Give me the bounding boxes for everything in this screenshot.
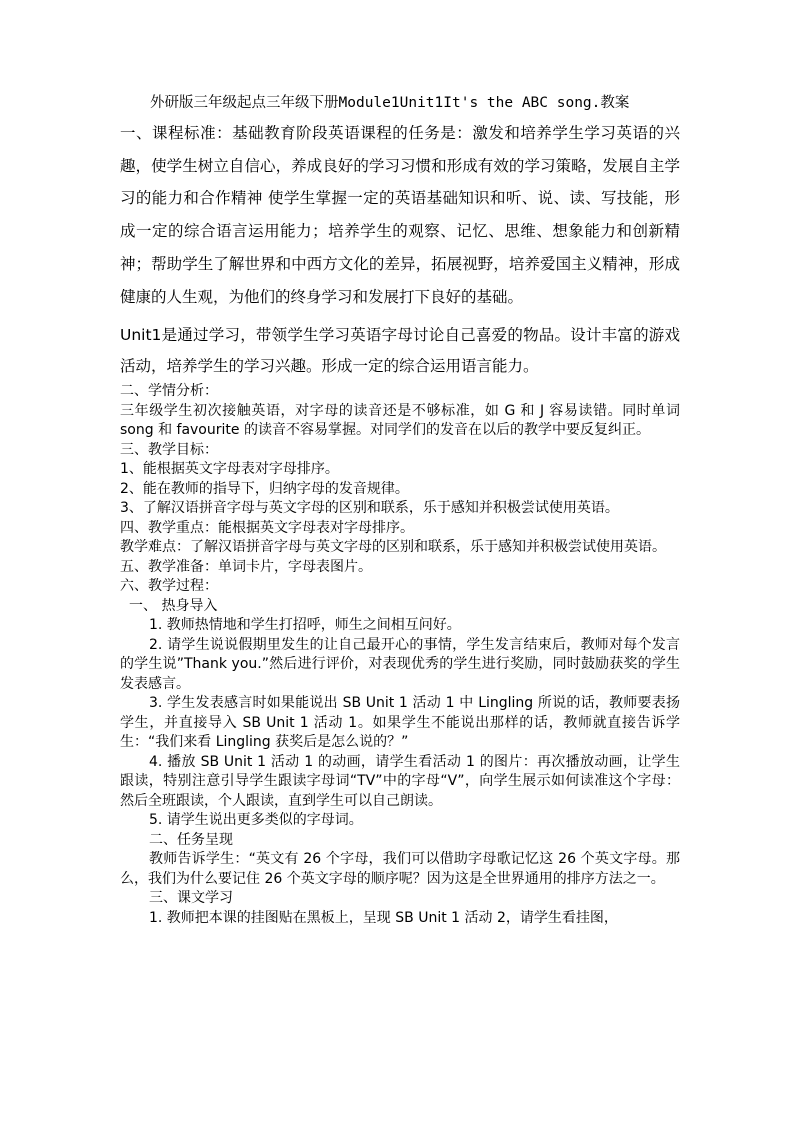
- preparation: 五、教学准备：单词卡片，字母表图片。: [120, 558, 372, 575]
- task-paragraph: 教师告诉学生：“英文有 26 个字母，我们可以借助字母歌记忆这 26 个英文字母。那么，我们为什么要记住 26 个英文字母的顺序呢？因为这是全世界通用的排序方法之一。: [120, 851, 680, 887]
- warmup-heading: 一、 热身导入: [129, 597, 218, 614]
- lesson-plan-page: [120, 92, 680, 928]
- difficulty: 教学难点：了解汉语拼音字母与英文字母的区别和联系，乐于感知并积极尝试使用英语。: [120, 539, 666, 556]
- key-point: 四、教学重点：能根据英文字母表对字母排序。: [120, 519, 414, 536]
- analysis-paragraph: 三年级学生初次接触英语，对字母的读音还是不够标准，如 G 和 J 容易读错。同时单词 song 和 favourite 的读音不容易掌握。对同学们的发音在以后的教学中要反复纠正。: [120, 402, 680, 439]
- curriculum-standard-paragraph: 一、课程标准：基础教育阶段英语课程的任务是：激发和培养学生学习英语的兴趣，使学生树立自信心，养成良好的学习习惯和形成有效的学习策略，发展自主学习的能力和合作精神 使学生掌握一定的英语基础知识和听、说、读、写技能，形成一定的综合语言运用能力；培养学生的观察、记忆、思维、想象能力和创新精神；帮助学生了解世界和中西方文化的差异，拓展视野，培养爱国主义精神，形成健康的人生观，为他们的终身学习和发展打下良好的基础。: [120, 124, 680, 306]
- analysis-heading: 二、学情分析：: [120, 383, 218, 400]
- warmup-step: 4. 播放 SB Unit 1 活动 1 的动画，请学生看活动 1 的图片：再次播放动画，让学生跟读，特别注意引导学生跟读字母词“TV”中的字母“V”，向学生展示如何读准这个字母：然后全班跟读，个人跟读，直到学生可以自己朗读。: [120, 753, 680, 809]
- unit-intro-paragraph: Unit1是通过学习，带领学生学习英语字母讨论自己喜爱的物品。设计丰富的游戏活动，培养学生的学习兴趣。形成一定的综合运用语言能力。: [120, 326, 680, 376]
- warmup-step: 3. 学生发表感言时如果能说出 SB Unit 1 活动 1 中 Lingling 所说的话，教师要表扬学生，并直接导入 SB Unit 1 活动 1。如果学生不能说出那样的话，教师就直接告诉学生：“我们来看 Lingling 获奖后是怎么说的？”: [120, 695, 680, 751]
- objectives-heading: 三、教学目标：: [120, 441, 218, 458]
- document-title: 外研版三年级起点三年级下册Module1Unit1It's the ABC song.教案: [150, 95, 630, 111]
- objective-item: 1、能根据英文字母表对字母排序。: [120, 461, 339, 478]
- process-heading: 六、教学过程：: [120, 578, 218, 595]
- objective-item: 2、能在教师的指导下，归纳字母的发音规律。: [120, 480, 409, 497]
- warmup-step: 2. 请学生说说假期里发生的让自己最开心的事情，学生发言结束后，教师对每个发言的学生说”Thank you.”然后进行评价，对表现优秀的学生进行奖励，同时鼓励获奖的学生发表感言。: [120, 636, 680, 692]
- warmup-step: 5. 请学生说出更多类似的字母词。: [149, 812, 363, 829]
- objective-item: 3、了解汉语拼音字母与英文字母的区别和联系，乐于感知并积极尝试使用英语。: [120, 500, 619, 517]
- warmup-step: 1. 教师热情地和学生打招呼，师生之间相互问好。: [149, 617, 461, 634]
- text-study-heading: 三、课文学习: [149, 890, 233, 907]
- text-study-paragraph: 1. 教师把本课的挂图贴在黑板上，呈现 SB Unit 1 活动 2，请学生看挂图，: [149, 909, 618, 926]
- task-heading: 二、任务呈现: [149, 831, 233, 848]
